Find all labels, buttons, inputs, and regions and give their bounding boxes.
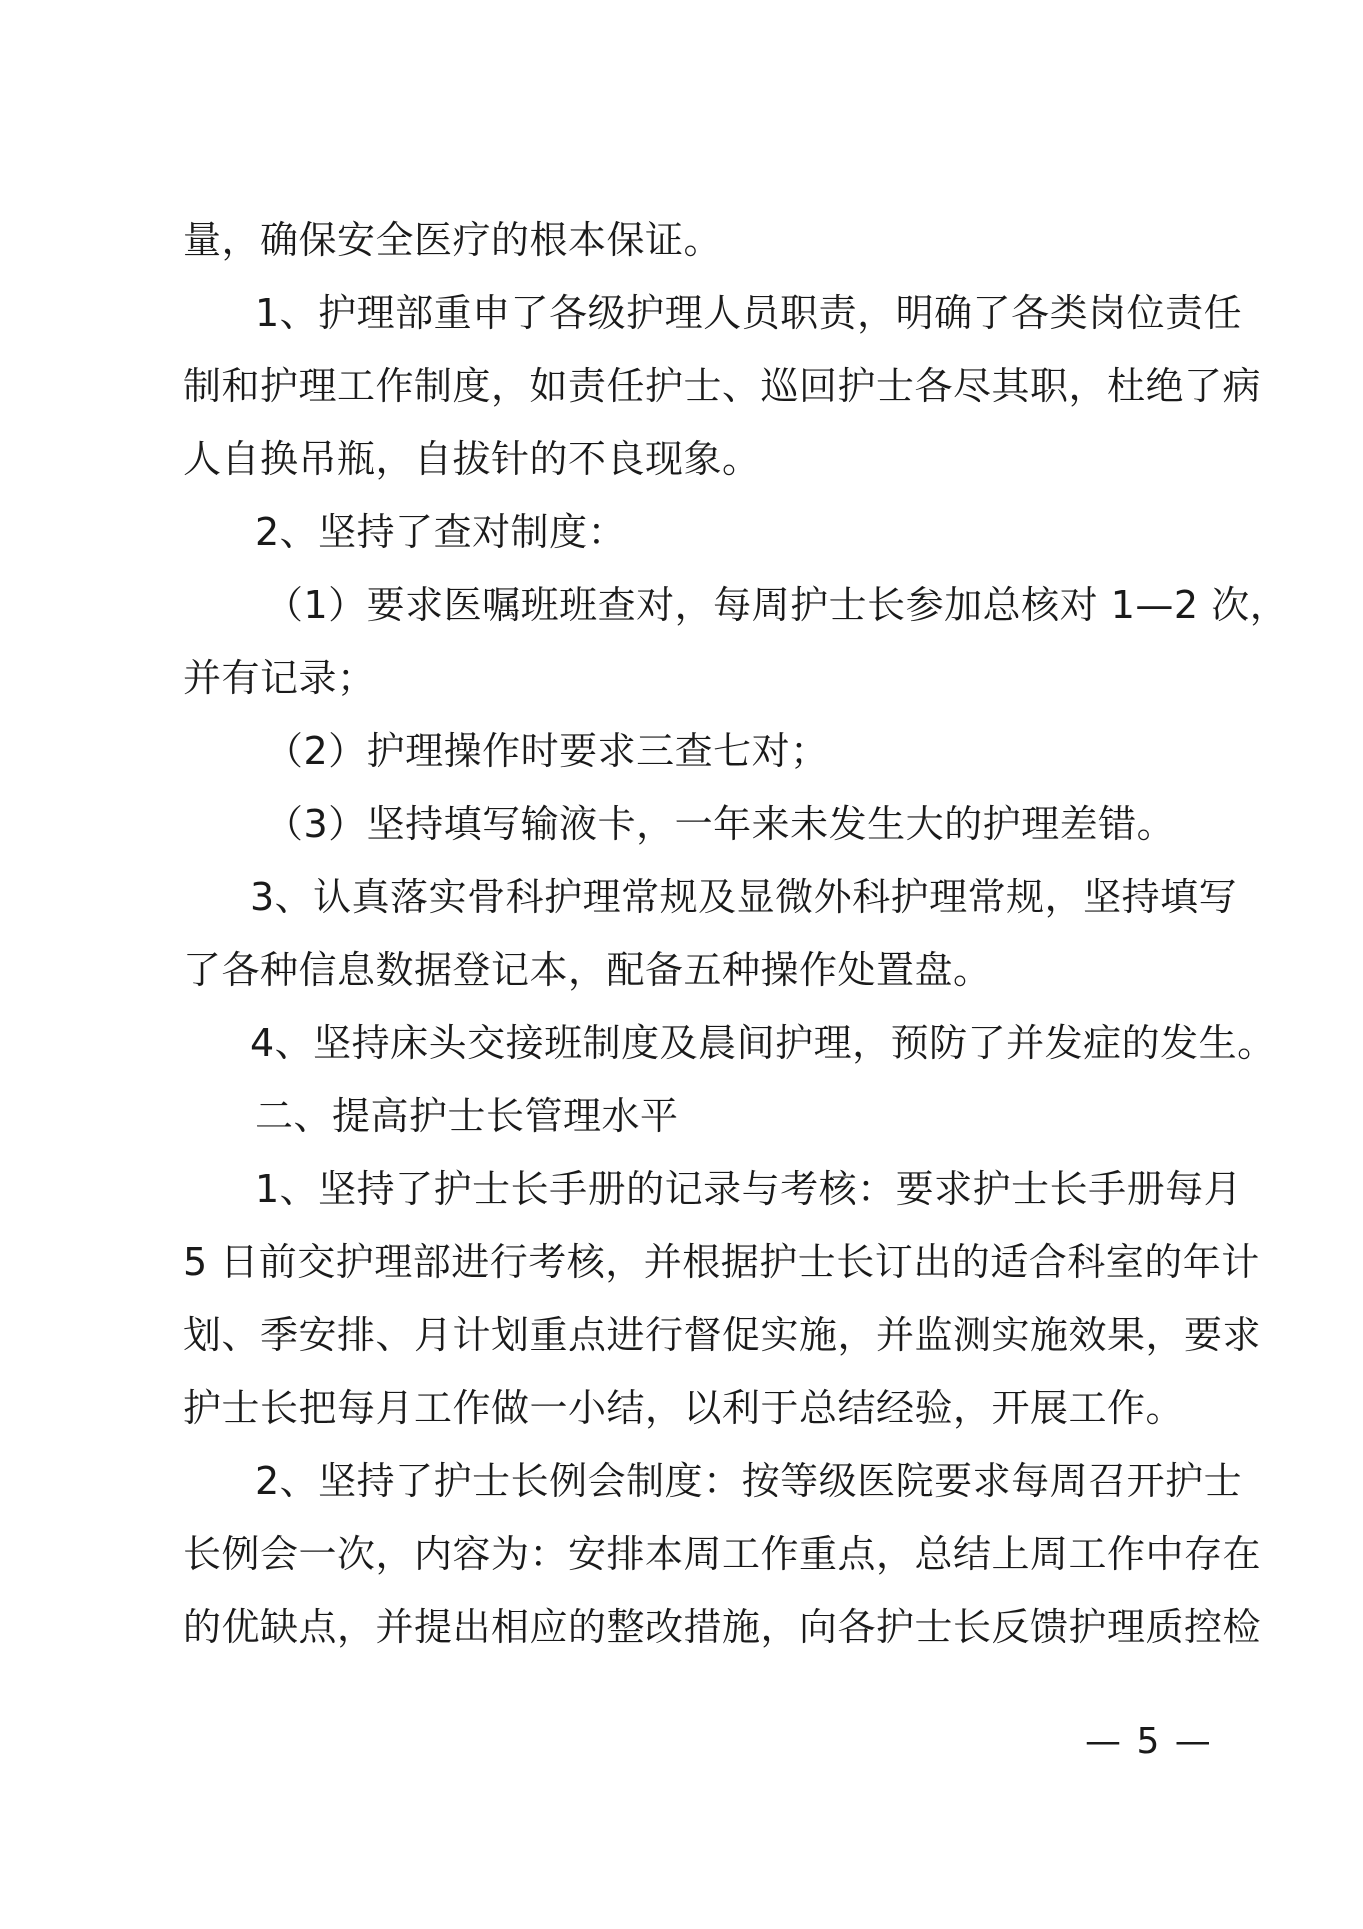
text-line: 长例会一次，内容为：安排本周工作重点，总结上周工作中存在 bbox=[183, 1532, 1262, 1576]
section-heading: 二、提高护士长管理水平 bbox=[255, 1094, 679, 1138]
text-line: 划、季安排、月计划重点进行督促实施，并监测实施效果，要求 bbox=[183, 1313, 1262, 1357]
text-line: 量，确保安全医疗的根本保证。 bbox=[183, 218, 723, 262]
text-line: 2、坚持了护士长例会制度：按等级医院要求每周召开护士 bbox=[255, 1459, 1243, 1503]
text-line: （2）护理操作时要求三查七对； bbox=[265, 729, 829, 773]
text-line: 4、坚持床头交接班制度及晨间护理，预防了并发症的发生。 bbox=[250, 1021, 1276, 1065]
text-line: 制和护理工作制度，如责任护士、巡回护士各尽其职，杜绝了病 bbox=[183, 364, 1262, 408]
text-line: 1、护理部重申了各级护理人员职责，明确了各类岗位责任 bbox=[255, 291, 1243, 335]
text-line: （1）要求医嘱班班查对，每周护士长参加总核对 1—2 次， bbox=[265, 583, 1289, 627]
text-line: 5 日前交护理部进行考核，并根据护士长订出的适合科室的年计 bbox=[183, 1240, 1260, 1284]
text-line: 1、坚持了护士长手册的记录与考核：要求护士长手册每月 bbox=[255, 1167, 1243, 1211]
page-number: — 5 — bbox=[1085, 1721, 1213, 1762]
text-line: 并有记录； bbox=[183, 656, 376, 700]
text-line: 3、认真落实骨科护理常规及显微外科护理常规，坚持填写 bbox=[250, 875, 1238, 919]
text-line: （3）坚持填写输液卡，一年来未发生大的护理差错。 bbox=[265, 802, 1176, 846]
text-line: 了各种信息数据登记本，配备五种操作处置盘。 bbox=[183, 948, 992, 992]
text-line: 人自换吊瓶，自拔针的不良现象。 bbox=[183, 437, 761, 481]
text-line: 护士长把每月工作做一小结，以利于总结经验，开展工作。 bbox=[183, 1386, 1185, 1430]
text-line: 2、坚持了查对制度： bbox=[255, 510, 627, 554]
text-line: 的优缺点，并提出相应的整改措施，向各护士长反馈护理质控检 bbox=[183, 1605, 1262, 1649]
